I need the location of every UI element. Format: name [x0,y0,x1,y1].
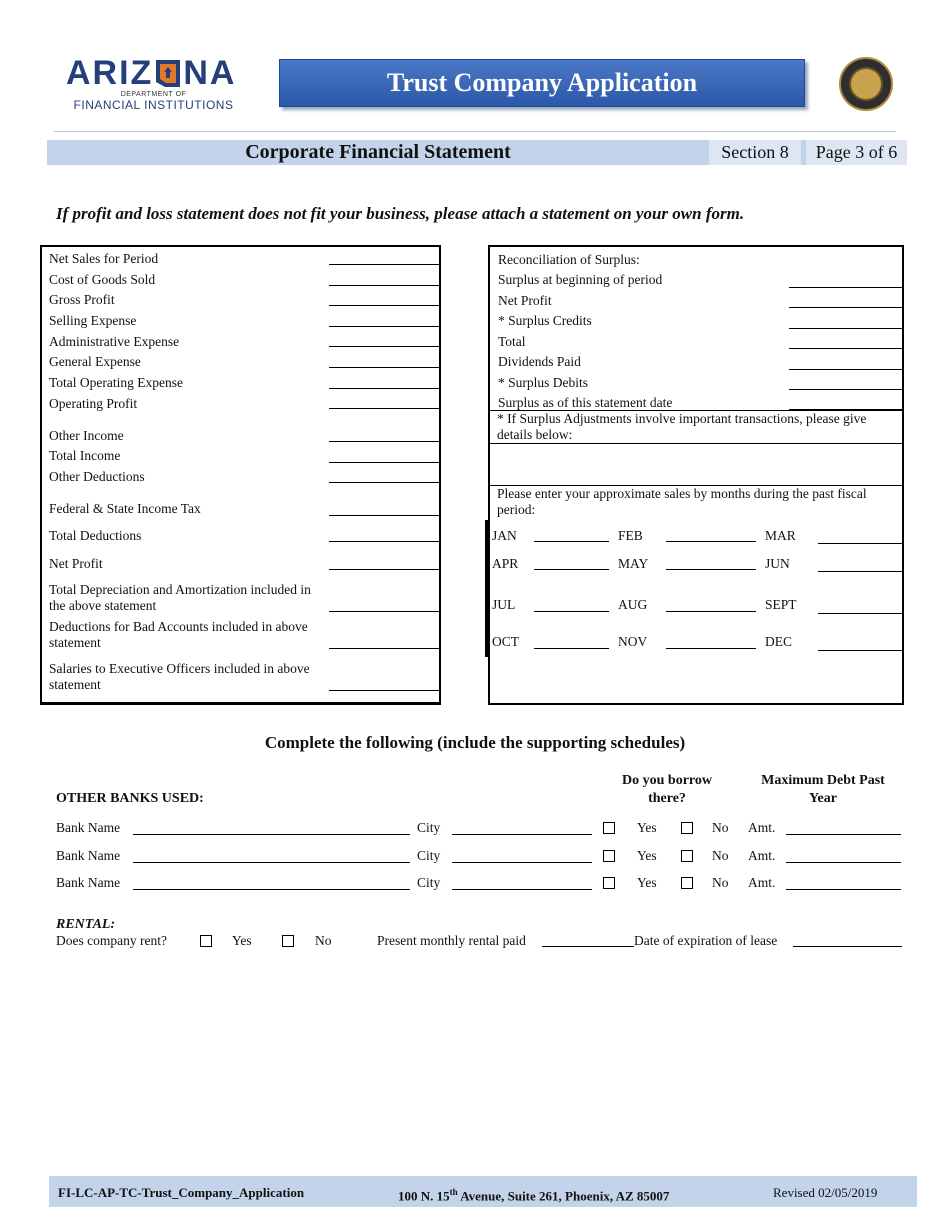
yes-label: Yes [637,820,657,835]
bank-row [0,875,950,895]
no-label: No [712,820,729,835]
amount-field[interactable] [329,367,439,368]
bank-name-field[interactable] [133,889,410,890]
month-sales-field[interactable] [666,569,756,570]
divider [490,443,902,444]
lease-expiration-field[interactable] [793,946,902,947]
amount-field[interactable] [329,462,439,463]
month-label: OCT [492,634,519,649]
month-sales-field[interactable] [534,648,609,649]
city-label: City [417,820,441,835]
monthly-rent-label: Present monthly rental paid [377,933,526,948]
section-title: Corporate Financial Statement [245,141,511,163]
amount-field[interactable] [786,834,901,835]
rent-no-checkbox[interactable] [282,935,294,947]
logo-subtitle-2: FINANCIAL INSTITUTIONS [73,98,234,112]
amount-field[interactable] [329,515,439,516]
header-divider [54,131,896,132]
surplus-item-label: Net Profit [498,293,552,308]
bank-row [0,820,950,840]
month-label: FEB [618,528,643,543]
borrow-no-checkbox[interactable] [681,822,693,834]
amount-field[interactable] [329,482,439,483]
month-sales-field[interactable] [534,611,609,612]
amount-field[interactable] [329,285,439,286]
yes-label: Yes [637,848,657,863]
surplus-item-label: * Surplus Debits [498,375,589,390]
city-field[interactable] [452,834,592,835]
amount-field[interactable] [329,441,439,442]
bank-name-field[interactable] [133,862,410,863]
state-seal-icon [839,57,893,111]
adfi-logo [66,56,241,112]
yes-label: Yes [637,875,657,890]
left-item-label: Total Deductions [49,528,142,543]
month-sales-field[interactable] [818,543,902,544]
month-sales-field[interactable] [534,569,609,570]
amount-field[interactable] [329,690,439,691]
left-item-label: Other Income [49,428,124,443]
month-label: AUG [618,597,648,612]
revised-date: Revised 02/05/2019 [773,1185,878,1200]
amt-label: Amt. [748,875,776,890]
page-indicator: Page 3 of 6 [806,140,907,165]
amount-field[interactable] [329,408,439,409]
surplus-item-label: Total [498,334,526,349]
month-label: JUL [492,597,516,612]
left-item-label: Gross Profit [49,292,115,307]
city-label: City [417,875,441,890]
bank-name-label: Bank Name [56,875,121,890]
month-sales-field[interactable] [666,541,756,542]
logo-word-right: NA [183,54,237,92]
left-item-label: Cost of Goods Sold [49,272,156,287]
month-label: DEC [765,634,792,649]
arizona-state-icon [155,58,181,88]
borrow-no-checkbox[interactable] [681,850,693,862]
left-item-label: Net Sales for Period [49,251,159,266]
months-margin-bar [485,520,489,657]
surplus-amount-field[interactable] [789,348,902,349]
month-label: NOV [618,634,648,649]
surplus-amount-field[interactable] [789,287,902,288]
footer-address [398,1177,669,1211]
lease-expiration-label: Date of expiration of lease [634,933,778,948]
month-sales-field[interactable] [534,541,609,542]
bank-row [0,848,950,868]
amount-field[interactable] [329,326,439,327]
surplus-amount-field[interactable] [789,389,902,390]
address-end: Avenue, Suite 261, Phoenix, AZ 85007 [457,1188,670,1204]
surplus-amount-field[interactable] [789,369,902,370]
month-label: MAY [618,556,649,571]
month-label: MAR [765,528,796,543]
left-item-label: Net Profit [49,556,103,571]
amount-field[interactable] [329,346,439,347]
no-label: No [712,848,729,863]
monthly-sales-note: Please enter your approximate sales by months during the past fiscal period: [497,486,867,517]
left-item-label: Federal & State Income Tax [49,501,201,516]
left-item-label: Operating Profit [49,396,138,411]
rental-heading: RENTAL: [56,917,116,932]
surplus-item-label: Dividends Paid [498,354,581,369]
bank-name-label: Bank Name [56,820,121,835]
no-label: No [712,875,729,890]
borrow-no-checkbox[interactable] [681,877,693,889]
rent-yes-checkbox[interactable] [200,935,212,947]
surplus-item-label: Surplus as of this statement date [498,395,673,410]
city-label: City [417,848,441,863]
bank-name-field[interactable] [133,834,410,835]
rent-yes-label: Yes [232,933,252,948]
left-item-label: Other Deductions [49,469,145,484]
complete-heading: Complete the following (include the supporting schedules) [264,733,686,752]
application-title-banner: Trust Company Application [279,59,805,107]
logo-word-left: ARIZ [66,54,154,92]
borrow-yes-checkbox[interactable] [603,822,615,834]
adjustment-details-field[interactable] [492,445,900,483]
form-id: FI-LC-AP-TC-Trust_Company_Application [58,1185,305,1200]
amt-label: Amt. [748,820,776,835]
left-item-label: Administrative Expense [49,334,180,349]
monthly-rent-field[interactable] [542,946,634,947]
logo-subtitle-1: DEPARTMENT OF [120,91,187,98]
address-ordinal: th [449,1187,458,1197]
month-label: JUN [765,556,790,571]
left-item-label: General Expense [49,354,141,369]
max-debt-column-heading: Maximum Debt Past Year [761,773,885,806]
amount-field[interactable] [329,305,439,306]
bank-name-label: Bank Name [56,848,121,863]
amount-field[interactable] [786,862,901,863]
amount-field[interactable] [786,889,901,890]
rent-no-label: No [315,933,332,948]
month-sales-field[interactable] [666,611,756,612]
month-label: JAN [492,528,517,543]
amount-field[interactable] [329,264,439,265]
month-sales-field[interactable] [818,571,902,572]
rent-question: Does company rent? [56,933,167,948]
amount-field[interactable] [329,648,439,649]
borrow-yes-checkbox[interactable] [603,850,615,862]
city-field[interactable] [452,862,592,863]
amount-field[interactable] [329,541,439,542]
surplus-amount-field[interactable] [789,328,902,329]
month-label: APR [492,556,519,571]
amount-field[interactable] [329,388,439,389]
surplus-heading: Reconciliation of Surplus: [498,252,640,267]
month-label: SEPT [765,597,797,612]
surplus-item-label: * Surplus Credits [498,313,592,328]
left-item-label: Salaries to Executive Officers included in above statement [49,661,310,692]
left-item-label: Selling Expense [49,313,137,328]
other-banks-heading: OTHER BANKS USED: [56,791,204,806]
month-sales-field[interactable] [818,613,902,614]
borrow-yes-checkbox[interactable] [603,877,615,889]
left-item-label: Total Operating Expense [49,375,184,390]
amount-field[interactable] [329,611,439,612]
surplus-amount-field[interactable] [789,307,902,308]
instruction-text: If profit and loss statement does not fit your business, please attach a statement on your own form. [56,204,745,223]
left-item-label: Total Depreciation and Amortization included in the above statement [49,582,311,613]
month-sales-field[interactable] [818,650,902,651]
left-item-label: Total Income [49,448,121,463]
amt-label: Amt. [748,848,776,863]
surplus-item-label: Surplus at beginning of period [498,272,663,287]
amount-field[interactable] [329,569,439,570]
month-sales-field[interactable] [666,648,756,649]
section-number: Section 8 [709,140,801,165]
address-start: 100 N. 15 [398,1188,450,1204]
borrow-column-heading: Do you borrow there? [622,773,712,806]
city-field[interactable] [452,889,592,890]
surplus-adjustment-note: * If Surplus Adjustments involve important transactions, please give details below: [497,411,867,442]
left-item-label: Deductions for Bad Accounts included in above statement [49,619,308,650]
